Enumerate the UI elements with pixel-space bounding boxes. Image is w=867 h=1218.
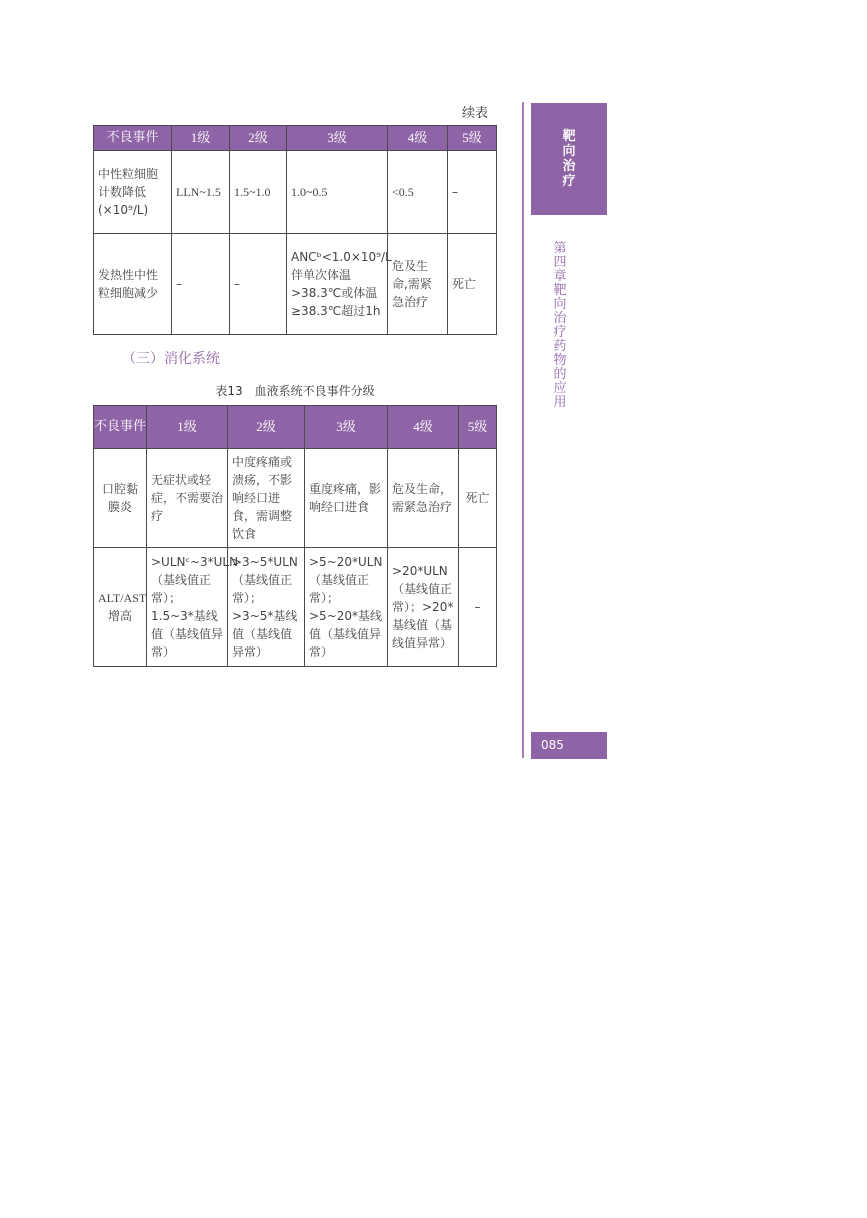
side-tab [531,103,607,215]
grade2-cell: 1.5~1.0 [230,151,287,234]
col-header-grade1: 1级 [172,126,230,151]
col-header-grade1: 1级 [147,406,228,449]
event-name: ALT/AST增高 [94,548,147,667]
digestive-grading-table [93,405,497,667]
grade1-cell: LLN~1.5 [172,151,230,234]
section-heading: （三）消化系统 [122,351,220,367]
side-tab-label: 靶向治疗 [562,129,576,189]
table-row [94,234,497,335]
grading-table-continued [93,125,497,335]
grade2-cell: >3~5*ULN（基线值正常）；>3~5*基线值（基线值异常） [228,548,305,667]
page-number-box [531,732,607,759]
grade2-cell: 中度疼痛或溃疡，不影响经口进食，需调整饮食 [228,449,305,548]
col-header-grade5: 5级 [448,126,497,151]
grade4-cell: 危及生命，需紧急治疗 [388,449,459,548]
col-header-grade3: 3级 [287,126,388,151]
col-header-grade3: 3级 [305,406,388,449]
col-header-grade4: 4级 [388,406,459,449]
grade5-cell: 死亡 [459,449,497,548]
event-name: 发热性中性粒细胞减少 [94,234,172,335]
table-row [94,548,497,667]
col-header-grade2: 2级 [230,126,287,151]
page-number: 085 [541,738,564,752]
grade3-cell: ANCᵇ<1.0×10⁹/L 伴单次体温>38.3℃或体温≥38.3℃超过1h [287,234,388,335]
grade2-cell: – [230,234,287,335]
col-header-grade2: 2级 [228,406,305,449]
grade1-cell: >ULNᶜ~3*ULN（基线值正常）；1.5~3*基线值（基线值异常） [147,548,228,667]
table-header-row [94,126,497,151]
col-header-event: 不良事件 [94,126,172,151]
grade5-cell: – [448,151,497,234]
col-header-event: 不良事件 [94,406,147,449]
grade4-cell: 危及生命,需紧急治疗 [388,234,448,335]
table-header-row [94,406,497,449]
grade4-cell: >20*ULN（基线值正常）；>20*基线值（基线值异常） [388,548,459,667]
col-header-grade5: 5级 [459,406,497,449]
col-header-grade4: 4级 [388,126,448,151]
grade1-cell: – [172,234,230,335]
grade1-cell: 无症状或轻症，不需要治疗 [147,449,228,548]
grade5-cell: 死亡 [448,234,497,335]
margin-divider [522,102,524,758]
grade3-cell: >5~20*ULN（基线值正常）；>5~20*基线值（基线值异常） [305,548,388,667]
table-caption: 表13 血液系统不良事件分级 [215,384,375,398]
continued-label: 续表 [462,106,489,121]
event-name: 口腔黏膜炎 [94,449,147,548]
grade5-cell: – [459,548,497,667]
chapter-title: 第四章 靶向治疗药物的应用 [553,241,580,410]
grade4-cell: <0.5 [388,151,448,234]
table-row [94,151,497,234]
grade3-cell: 重度疼痛，影响经口进食 [305,449,388,548]
table-row [94,449,497,548]
event-name: 中性粒细胞计数降低(×10⁹/L) [94,151,172,234]
grade3-cell: 1.0~0.5 [287,151,388,234]
